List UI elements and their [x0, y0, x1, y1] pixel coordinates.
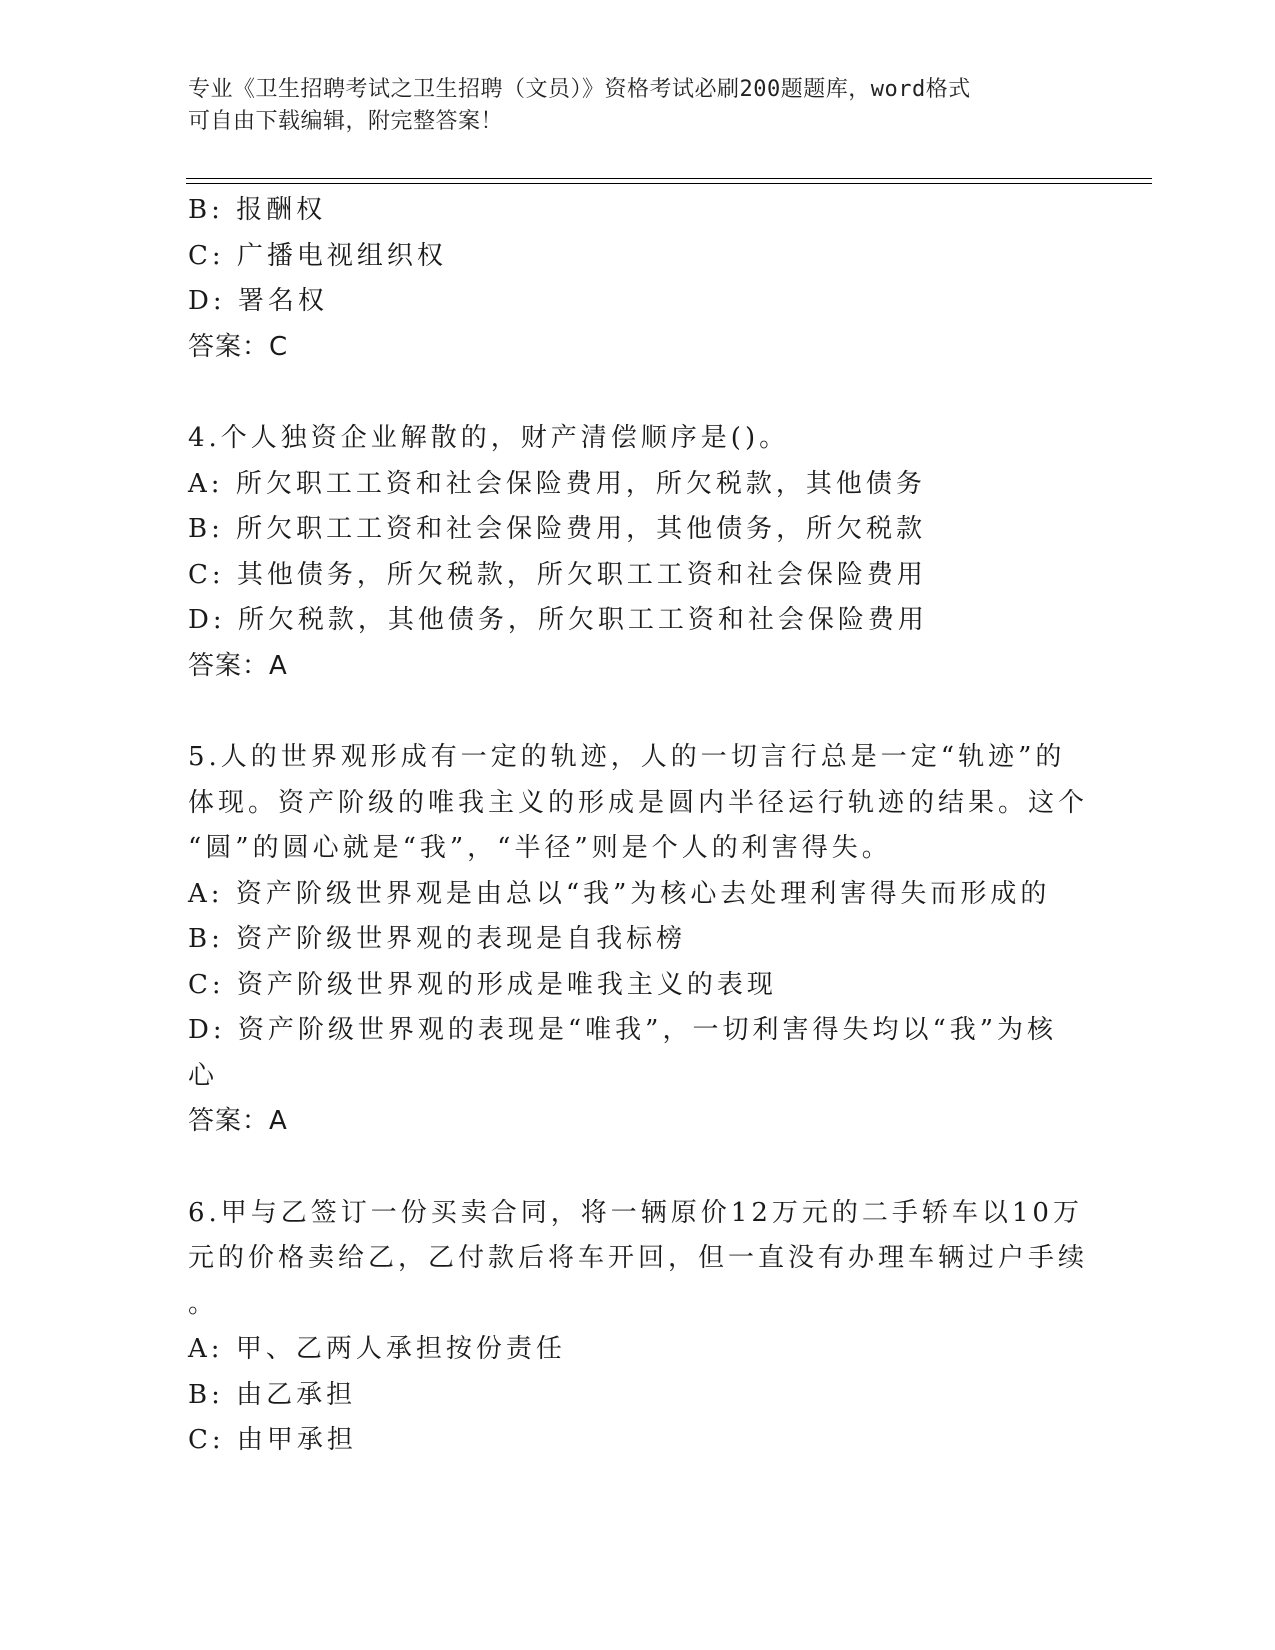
header-rule-bottom	[186, 183, 1152, 184]
option-a: A: 所欠职工工资和社会保险费用，所欠税款，其他债务	[188, 468, 926, 499]
question-stem-line-3: “圆”的圆心就是“我”，“半径”则是个人的利害得失。	[188, 833, 892, 863]
answer: 答案：A	[188, 1106, 288, 1136]
header-line-1: 专业《卫生招聘考试之卫生招聘（文员）》资格考试必刷200题题库，word格式	[188, 77, 971, 102]
question-stem-line-2: 元的价格卖给乙，乙付款后将车开回，但一直没有办理车辆过户手续	[188, 1243, 1089, 1273]
question-6	[188, 1191, 1088, 1464]
question-stem: 4.个人独资企业解散的，财产清偿顺序是()。	[188, 423, 790, 453]
option-b: B: 资产阶级世界观的表现是自我标榜	[188, 924, 687, 954]
question-3	[188, 188, 1088, 370]
option-c: C: 资产阶级世界观的形成是唯我主义的表现	[188, 969, 777, 1000]
option-b: B: 所欠职工工资和社会保险费用，其他债务，所欠税款	[188, 514, 927, 544]
option-a: A: 资产阶级世界观是由总以“我”为核心去处理利害得失而形成的	[188, 878, 1051, 909]
option-d: D: 所欠税款，其他债务，所欠职工工资和社会保险费用	[188, 605, 928, 635]
option-d-continued: 心	[188, 1060, 219, 1091]
header-line-2: 可自由下载编辑，附完整答案！	[188, 109, 504, 134]
option-d: D: 署名权	[188, 286, 328, 316]
header-rule-top	[186, 178, 1152, 179]
option-b: B: 由乙承担	[188, 1379, 357, 1410]
question-5	[188, 735, 1088, 1145]
question-stem-line-3: 。	[188, 1288, 219, 1319]
page-header	[188, 74, 1068, 138]
question-stem-line-2: 体现。资产阶级的唯我主义的形成是圆内半径运行轨迹的结果。这个	[188, 787, 1089, 818]
question-content	[188, 188, 1088, 1464]
answer: 答案：A	[188, 650, 288, 681]
option-c: C: 由甲承担	[188, 1425, 357, 1455]
option-a: A: 甲、乙两人承担按份责任	[188, 1334, 566, 1364]
question-stem-line-1: 5.人的世界观形成有一定的轨迹，人的一切言行总是一定“轨迹”的	[188, 742, 1066, 772]
question-stem-line-1: 6.甲与乙签订一份买卖合同，将一辆原价12万元的二手轿车以10万	[188, 1197, 1083, 1228]
option-d: D: 资产阶级世界观的表现是“唯我”，一切利害得失均以“我”为核	[188, 1015, 1058, 1045]
option-c: C: 其他债务，所欠税款，所欠职工工资和社会保险费用	[188, 559, 927, 590]
option-b: B: 报酬权	[188, 195, 327, 225]
answer: 答案：C	[188, 331, 289, 362]
option-c: C: 广播电视组织权	[188, 240, 447, 271]
question-4	[188, 416, 1088, 689]
